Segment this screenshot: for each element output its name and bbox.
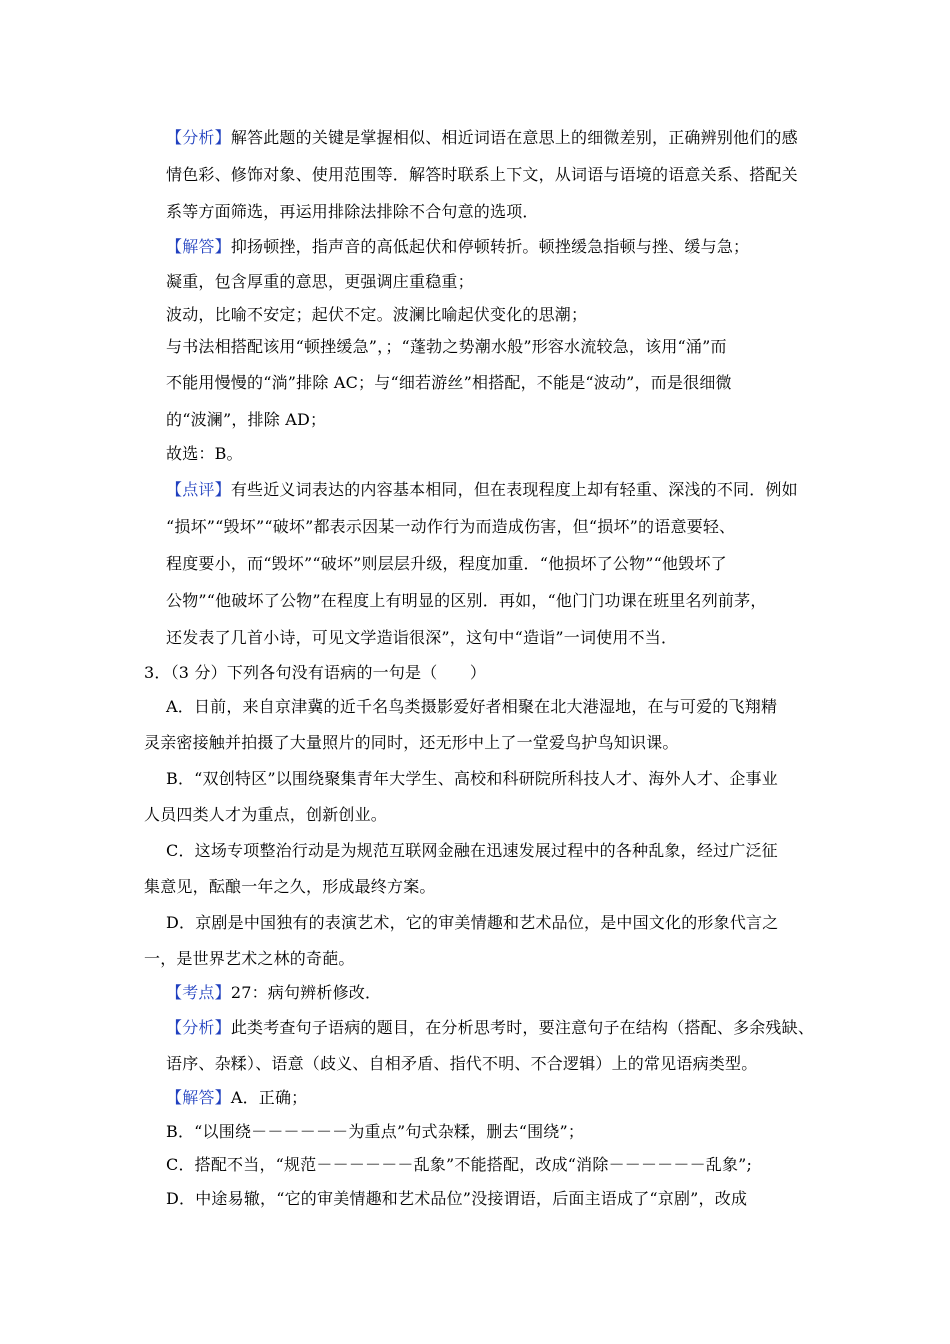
comment-tag: 【点评】 [166,480,231,499]
option-d-line-2: 一，是世界艺术之林的奇葩。 [144,949,355,968]
answer-line-1: 【解答】抑扬顿挫，指声音的高低起伏和停顿转折。顿挫缓急指顿与挫、缓与急； [166,237,750,256]
option-a-line-2: 灵亲密接触并拍摄了大量照片的同时，还无形中上了一堂爱鸟护鸟知识课。 [144,733,679,752]
answer-tag: 【解答】 [166,237,231,256]
q3-answer-line-1: 【解答】A．正确； [166,1088,308,1107]
q3-answer-line-4: D．中途易辙，“它的审美情趣和艺术品位”没接谓语，后面主语成了“京剧”，改成 [166,1189,748,1208]
option-a-line-1: A．日前，来自京津冀的近千名鸟类摄影爱好者相聚在北大港湿地，在与可爱的飞翔精 [166,697,778,716]
answer-line-4: 与书法相搭配该用“顿挫缓急”，；“蓬勃之势潮水般”形容水流较急，该用“涌”而 [166,337,727,356]
q3-analysis-line-1: 【分析】此类考查句子语病的题目，在分析思考时，要注意句子在结构（搭配、多余残缺、 [166,1018,815,1037]
comment-line-3: 程度要小，而“毁坏”“破坏”则层层升级，程度加重．“他损坏了公物”“他毁坏了 [166,554,727,573]
kaodian-line: 【考点】27：病句辨析修改． [166,983,382,1002]
answer-line-3: 波动，比喻不安定；起伏不定。波澜比喻起伏变化的思潮； [166,305,588,324]
q3-analysis-line-2: 语序、杂糅）、语意（歧义、自相矛盾、指代不明、不合逻辑）上的常见语病类型。 [166,1054,758,1073]
answer-line-6: 的“波澜”，排除 AD； [166,410,327,429]
comment-line-2: “损坏”“毁坏”“破坏”都表示因某一动作行为而造成伤害，但“损坏”的语意要轻、 [166,517,736,536]
comment-line-1: 【点评】有些近义词表达的内容基本相同，但在表现程度上却有轻重、深浅的不同．例如 [166,480,798,499]
analysis-line-1: 【分析】解答此题的关键是掌握相似、相近词语在意思上的细微差别，正确辨别他们的感 [166,128,798,147]
q3-answer-line-2: B．“以围绕－－－－－－为重点”句式杂糅，删去“围绕”； [166,1122,585,1141]
analysis-tag: 【分析】 [166,128,231,147]
question-3-stem: 3．（3 分）下列各句没有语病的一句是（ ） [144,663,487,682]
option-c-line-2: 集意见，酝酿一年之久，形成最终方案。 [144,877,436,896]
answer-line-7: 故选：B。 [166,444,243,463]
option-b-line-2: 人员四类人才为重点，创新创业。 [144,805,388,824]
q3-answer-line-3: C．搭配不当，“规范－－－－－－乱象”不能搭配，改成“消除－－－－－－乱象”; [166,1155,753,1174]
comment-line-4: 公物”“他破坏了公物”在程度上有明显的区别．再如，“他门门功课在班里名列前茅， [166,591,767,610]
kaodian-tag: 【考点】 [166,983,231,1002]
comment-line-5: 还发表了几首小诗，可见文学造诣很深”，这句中“造诣”一词使用不当． [166,628,678,647]
option-d-line-1: D．京剧是中国独有的表演艺术，它的审美情趣和艺术品位，是中国文化的形象代言之 [166,913,779,932]
q3-analysis-tag: 【分析】 [166,1018,231,1037]
answer-line-2: 凝重，包含厚重的意思，更强调庄重稳重； [166,272,474,291]
analysis-line-2: 情色彩、修饰对象、使用范围等．解答时联系上下文，从词语与语境的语意关系、搭配关 [166,165,798,184]
answer-line-5: 不能用慢慢的“淌”排除 AC；与“细若游丝”相搭配，不能是“波动”，而是很细微 [166,373,732,392]
q3-answer-tag: 【解答】 [166,1088,231,1107]
analysis-line-3: 系等方面筛选，再运用排除法排除不合句意的选项． [166,202,539,221]
option-c-line-1: C．这场专项整治行动是为规范互联网金融在迅速发展过程中的各种乱象，经过广泛征 [166,841,778,860]
option-b-line-1: B．“双创特区”以围绕聚集青年大学生、高校和科研院所科技人才、海外人才、企事业 [166,769,778,788]
